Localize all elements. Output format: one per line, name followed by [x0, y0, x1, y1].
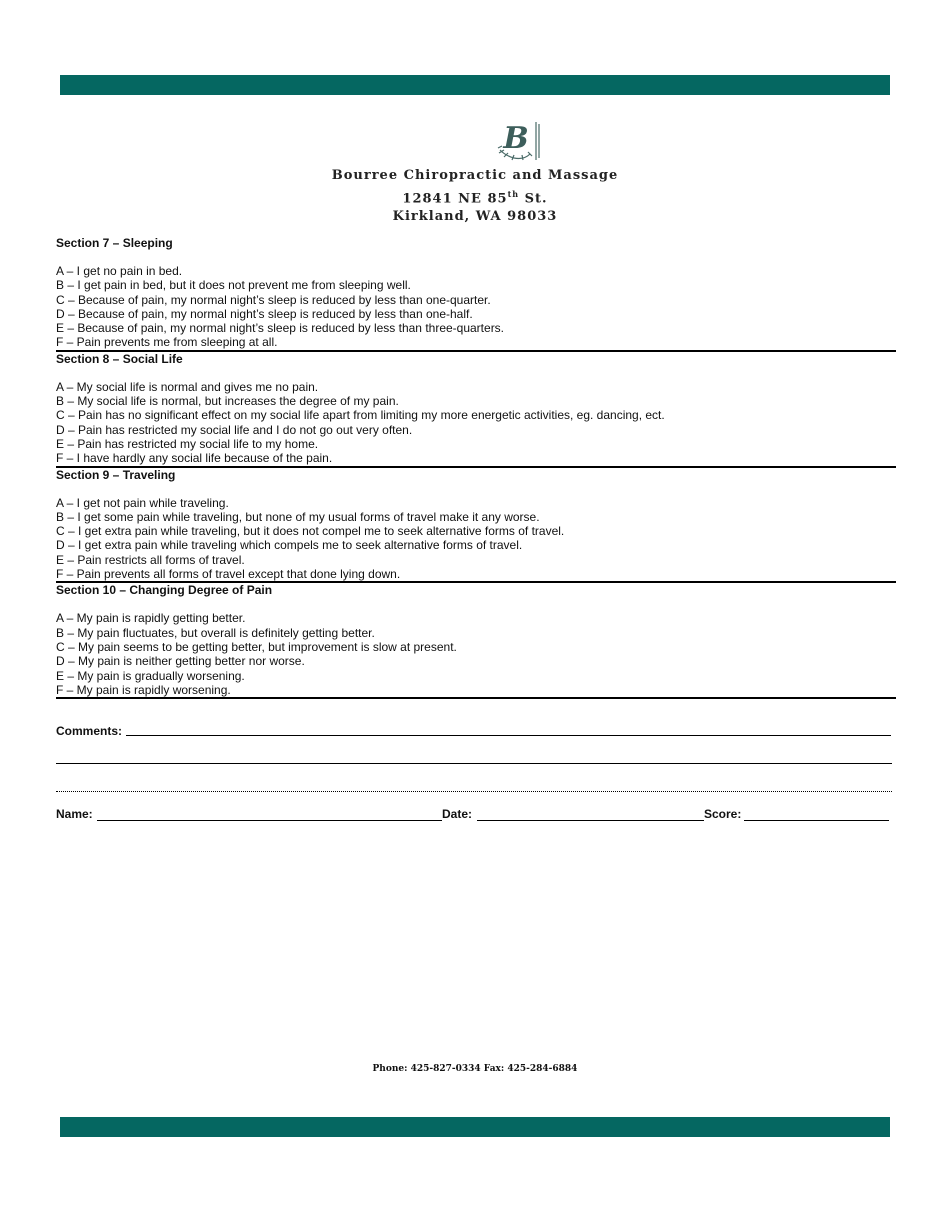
top-accent-band	[60, 75, 890, 95]
signature-row	[56, 807, 896, 823]
option-item: A – I get no pain in bed.	[56, 264, 183, 278]
option-item: E – Because of pain, my normal night’s sleep is reduced by less than three-quarters.	[56, 321, 505, 336]
name-label: Name:	[56, 807, 93, 821]
option-item: D – Because of pain, my normal night’s sleep is reduced by less than one-half.	[56, 306, 473, 321]
name-field[interactable]	[97, 820, 442, 821]
date-field[interactable]	[477, 820, 704, 821]
option-item: F – Pain prevents all forms of travel except that done lying down.	[56, 567, 401, 582]
option-item: D – Pain has restricted my social life and I do not go out very often.	[56, 422, 413, 437]
comments-line-2[interactable]	[56, 763, 892, 764]
option-item: B – My pain fluctuates, but overall is definitely getting better.	[56, 625, 375, 640]
comments-area	[56, 722, 896, 738]
clinic-address: 12841 NE 85th St.	[402, 189, 548, 207]
option-item: F – Pain prevents me from sleeping at all.	[56, 335, 278, 350]
option-item: E – Pain has restricted my social life to my home.	[56, 436, 319, 451]
bourree-logo	[492, 120, 542, 162]
option-item: D – My pain is neither getting better nor worse.	[56, 654, 305, 669]
comments-line-3[interactable]	[56, 791, 892, 792]
date-label: Date:	[442, 807, 473, 821]
option-item: E – Pain restricts all forms of travel.	[56, 552, 245, 567]
score-field[interactable]	[744, 820, 889, 821]
clinic-name: Bourree Chiropractic and Massage	[331, 168, 619, 183]
option-item: C – I get extra pain while traveling, but it does not compel me to seek alternative forms of travel.	[56, 524, 565, 539]
section-title: Section 7 – Sleeping	[56, 236, 173, 250]
section-8	[56, 352, 896, 468]
option-item: A – I get not pain while traveling.	[56, 495, 229, 510]
option-item: A – My social life is normal and gives me no pain.	[56, 379, 319, 394]
option-item: B – My social life is normal, but increases the degree of my pain.	[56, 394, 399, 409]
comments-label: Comments:	[56, 724, 123, 738]
option-item: C – Pain has no significant effect on my social life apart from limiting my more energetic activities, eg. dancing, ect.	[56, 408, 665, 423]
score-label: Score:	[704, 807, 742, 821]
contact-info: Phone: 425-827-0334 Fax: 425-284-6884	[372, 1064, 578, 1074]
option-item: D – I get extra pain while traveling which compels me to seek alternative forms of travel.	[56, 538, 523, 553]
questionnaire-sections	[56, 236, 896, 699]
clinic-city: Kirkland, WA 98033	[392, 209, 558, 225]
option-item: E – My pain is gradually worsening.	[56, 668, 245, 683]
option-item: A – My pain is rapidly getting better.	[56, 611, 246, 626]
section-title: Section 9 – Traveling	[56, 467, 176, 482]
section-title: Section 8 – Social Life	[56, 351, 183, 366]
section-title: Section 10 – Changing Degree of Pain	[56, 583, 273, 598]
option-item: C – My pain seems to be getting better, but improvement is slow at present.	[56, 639, 457, 654]
option-item: F – My pain is rapidly worsening.	[56, 682, 231, 697]
section-10	[56, 583, 896, 699]
option-item: B – I get some pain while traveling, but none of my usual forms of travel make it any worse.	[56, 509, 540, 524]
bottom-accent-band	[60, 1117, 890, 1137]
comments-field[interactable]	[56, 722, 896, 738]
option-item: B – I get pain in bed, but it does not prevent me from sleeping well.	[56, 278, 411, 293]
option-item: F – I have hardly any social life because of the pain.	[56, 451, 333, 466]
comments-line[interactable]	[126, 735, 891, 736]
option-item: C – Because of pain, my normal night’s sleep is reduced by less than one-quarter.	[56, 292, 491, 307]
logo-letter: B	[503, 121, 529, 156]
section-7	[56, 236, 896, 352]
clinic-header	[0, 167, 950, 226]
section-9	[56, 468, 896, 584]
